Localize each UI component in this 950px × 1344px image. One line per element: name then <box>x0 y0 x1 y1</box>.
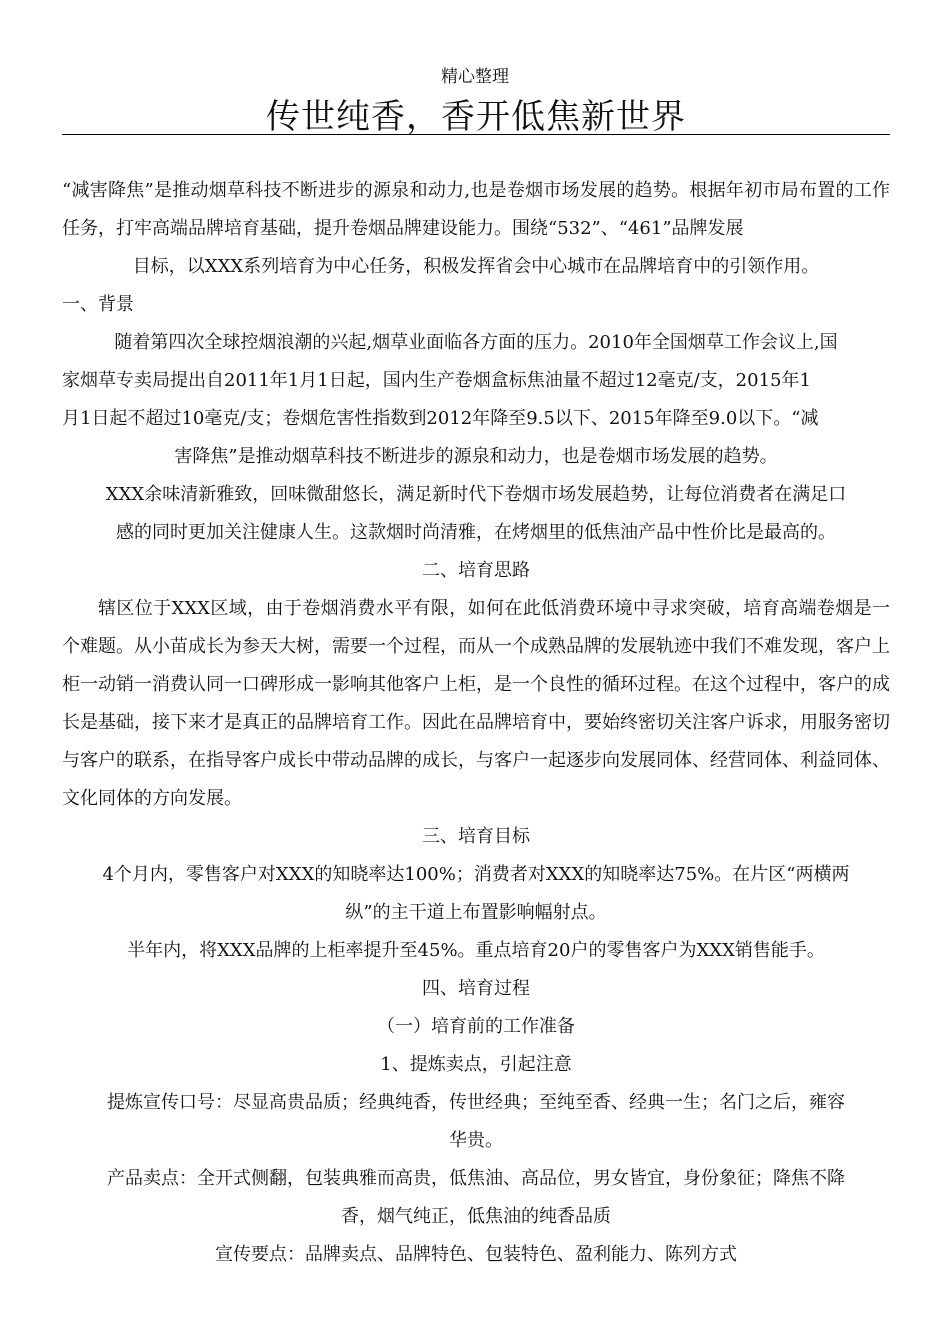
slogan-line-2: 华贵。 <box>449 1130 503 1151</box>
goals-line-1: 4个月内，零售客户对XXX的知晓率达100%；消费者对XXX的知晓率达75%。在片区“两横两 <box>102 864 850 885</box>
goals-line-2: 纵”的主干道上布置影响幅射点。 <box>345 902 607 923</box>
page-header: 精心整理 <box>441 67 509 87</box>
product-line-1: XXX余味清新雅致，回味微甜悠长，满足新时代下卷烟市场发展趋势，让每位消费者在满足口 <box>105 484 847 505</box>
section-heading-background: 一、背景 <box>62 294 134 315</box>
product-points-line-1: 产品卖点：全开式侧翻，包装典雅而高贵，低焦油、高品位，男女皆宜，身份象征；降焦不降 <box>107 1168 845 1189</box>
page-title: 传世纯香，香开低焦新世界 <box>266 97 686 137</box>
promo-points-line: 宣传要点：品牌卖点、品牌特色、包装特色、盈利能力、陈列方式 <box>215 1244 737 1265</box>
section-heading-goals: 三、培育目标 <box>422 826 530 847</box>
goals-line-3: 半年内，将XXX品牌的上柜率提升至45%。重点培育20户的零售客户为XXX销售能手。 <box>127 940 825 961</box>
intro-paragraph-end: 目标，以XXX系列培育为中心任务，积极发挥省会中心城市在品牌培育中的引领作用。 <box>132 256 820 277</box>
background-line-4: 害降焦”是推动烟草科技不断进步的源泉和动力，也是卷烟市场发展的趋势。 <box>174 446 778 467</box>
background-line-1: 随着第四次全球控烟浪潮的兴起,烟草业面临各方面的压力。2010年全国烟草工作会议上,国 <box>114 332 838 353</box>
section-heading-approach: 二、培育思路 <box>422 560 530 581</box>
title-underline <box>62 134 890 135</box>
document-body <box>62 172 890 1274</box>
product-points-line-2: 香，烟气纯正，低焦油的纯香品质 <box>341 1206 611 1227</box>
section-heading-process: 四、培育过程 <box>422 978 530 999</box>
approach-paragraph: 辖区位于XXX区域，由于卷烟消费水平有限，如何在此低消费环境中寻求突破，培育高端卷烟是一个难题。从小苗成长为参天大树，需要一个过程，而从一个成熟品牌的发展轨迹中我们不难发现，客户上柜一动销一消费认同一口碑形成一影响其他客户上柜，是一个良性的循环过程。在这个过程中，客户的成长是基础，接下来才是真正的品牌培育工作。因此在品牌培育中，要始终密切关注客户诉求，用服务密切与客户的联系，在指导客户成长中带动品牌的成长，与客户一起逐步向发展同体、经营同体、利益同体、文化同体的方向发展。 <box>62 598 890 809</box>
slogan-line-1: 提炼宣传口号：尽显高贵品质；经典纯香，传世经典；至纯至香、经典一生；名门之后，雍容 <box>107 1092 845 1113</box>
intro-paragraph: “减害降焦”是推动烟草科技不断进步的源泉和动力,也是卷烟市场发展的趋势。根据年初市局布置的工作任务，打牢高端品牌培育基础，提升卷烟品牌建设能力。围绕“532”、“461”品牌发展 <box>62 180 890 239</box>
background-line-3: 月1日起不超过10毫克/支；卷烟危害性指数到2012年降至9.5以下、2015年降至9.0以下。“减 <box>62 408 819 429</box>
subsection-heading-preparation: （一）培育前的工作准备 <box>377 1016 575 1037</box>
background-line-2: 家烟草专卖局提出自2011年1月1日起，国内生产卷烟盒标焦油量不超过12毫克/支，2015年1 <box>62 370 811 391</box>
product-line-2: 感的同时更加关注健康人生。这款烟时尚清雅，在烤烟里的低焦油产品中性价比是最高的。 <box>116 522 836 543</box>
subsection-heading-selling-points: 1、提炼卖点，引起注意 <box>380 1054 572 1075</box>
